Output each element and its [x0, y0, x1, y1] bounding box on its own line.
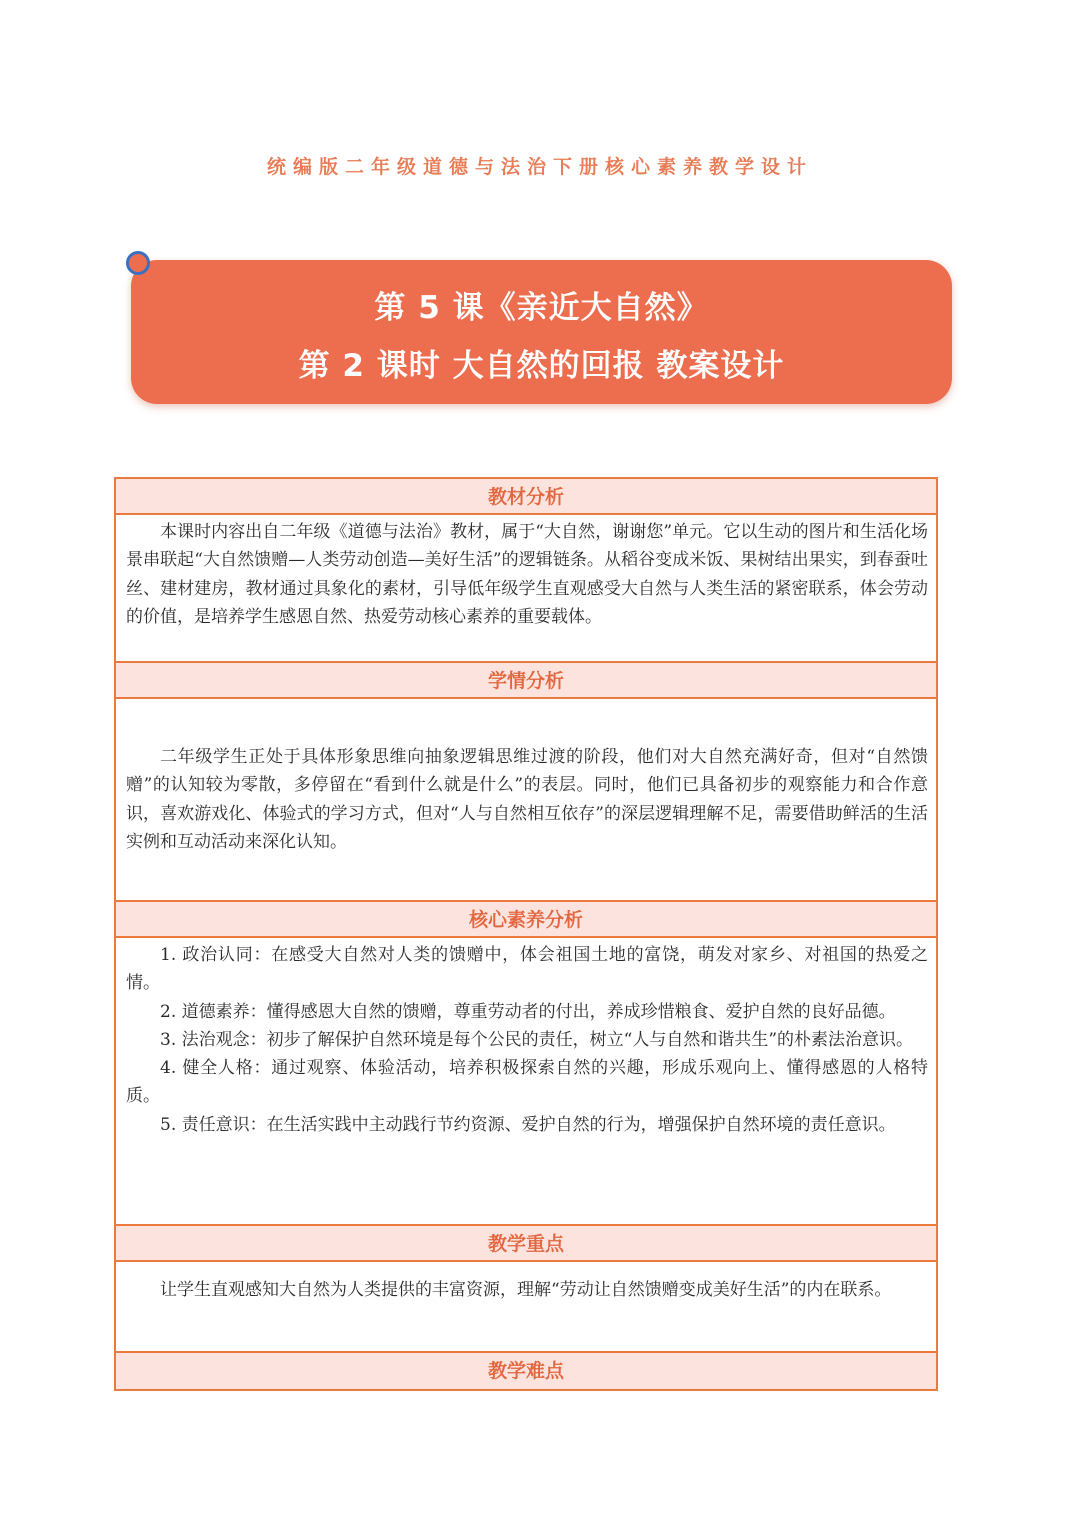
- section-heading-student-analysis: 学情分析: [116, 663, 936, 699]
- lesson-title: 第 5 课《亲近大自然》: [374, 290, 709, 326]
- series-title: 统编版二年级道德与法治下册核心素养教学设计: [266, 156, 813, 178]
- section-heading-teaching-difficulty: 教学难点: [116, 1353, 936, 1389]
- section-heading-teaching-focus: 教学重点: [116, 1226, 936, 1262]
- core-literacy-item: 4. 健全人格：通过观察、体验活动，培养积极探索自然的兴趣，形成乐观向上、懂得感恩的人格特质。: [126, 1058, 928, 1107]
- section-heading-core-literacy: 核心素养分析: [116, 902, 936, 938]
- section-body-teaching-focus: [116, 1262, 936, 1353]
- teaching-focus-text: 让学生直观感知大自然为人类提供的丰富资源，理解“劳动让自然馈赠变成美好生活”的内在联系。: [160, 1280, 892, 1300]
- student-analysis-text: 二年级学生正处于具体形象思维向抽象逻辑思维过渡的阶段，他们对大自然充满好奇，但对“自然馈赠”的认知较为零散，多停留在“看到什么就是什么”的表层。同时，他们已具备初步的观察能力和合作意识，喜欢游戏化、体验式的学习方式，但对“人与自然相互依存”的深层逻辑理解不足，需要借助鲜活的生活实例和互动活动来深化认知。: [126, 747, 928, 852]
- lesson-plan-table: [114, 477, 938, 1391]
- lesson-banner: [131, 260, 952, 404]
- core-literacy-item: 2. 道德素养：懂得感恩大自然的馈赠，尊重劳动者的付出，养成珍惜粮食、爱护自然的良好品德。: [160, 1001, 896, 1022]
- core-literacy-item: 1. 政治认同：在感受大自然对人类的馈赠中，体会祖国土地的富饶，萌发对家乡、对祖国的热爱之情。: [126, 945, 928, 994]
- core-literacy-item: 3. 法治观念：初步了解保护自然环境是每个公民的责任，树立“人与自然和谐共生”的朴素法治意识。: [160, 1029, 914, 1050]
- section-body-student-analysis: [116, 699, 936, 902]
- decorative-dot-icon: [126, 251, 150, 275]
- section-body-core-literacy: [116, 938, 936, 1226]
- section-body-textbook-analysis: [116, 515, 936, 663]
- core-literacy-item: 5. 责任意识：在生活实践中主动践行节约资源、爱护自然的行为，增强保护自然环境的责任意识。: [160, 1114, 896, 1135]
- textbook-analysis-text: 本课时内容出自二年级《道德与法治》教材，属于“大自然，谢谢您”单元。它以生动的图片和生活化场景串联起“大自然馈赠—人类劳动创造—美好生活”的逻辑链条。从稻谷变成米饭、果树结出果实，到春蚕吐丝、建材建房，教材通过具象化的素材，引导低年级学生直观感受大自然与人类生活的紧密联系，体会劳动的价值，是培养学生感恩自然、热爱劳动核心素养的重要载体。: [126, 522, 928, 627]
- section-heading-textbook-analysis: 教材分析: [116, 479, 936, 515]
- period-title: 第 2 课时 大自然的回报 教案设计: [298, 348, 785, 384]
